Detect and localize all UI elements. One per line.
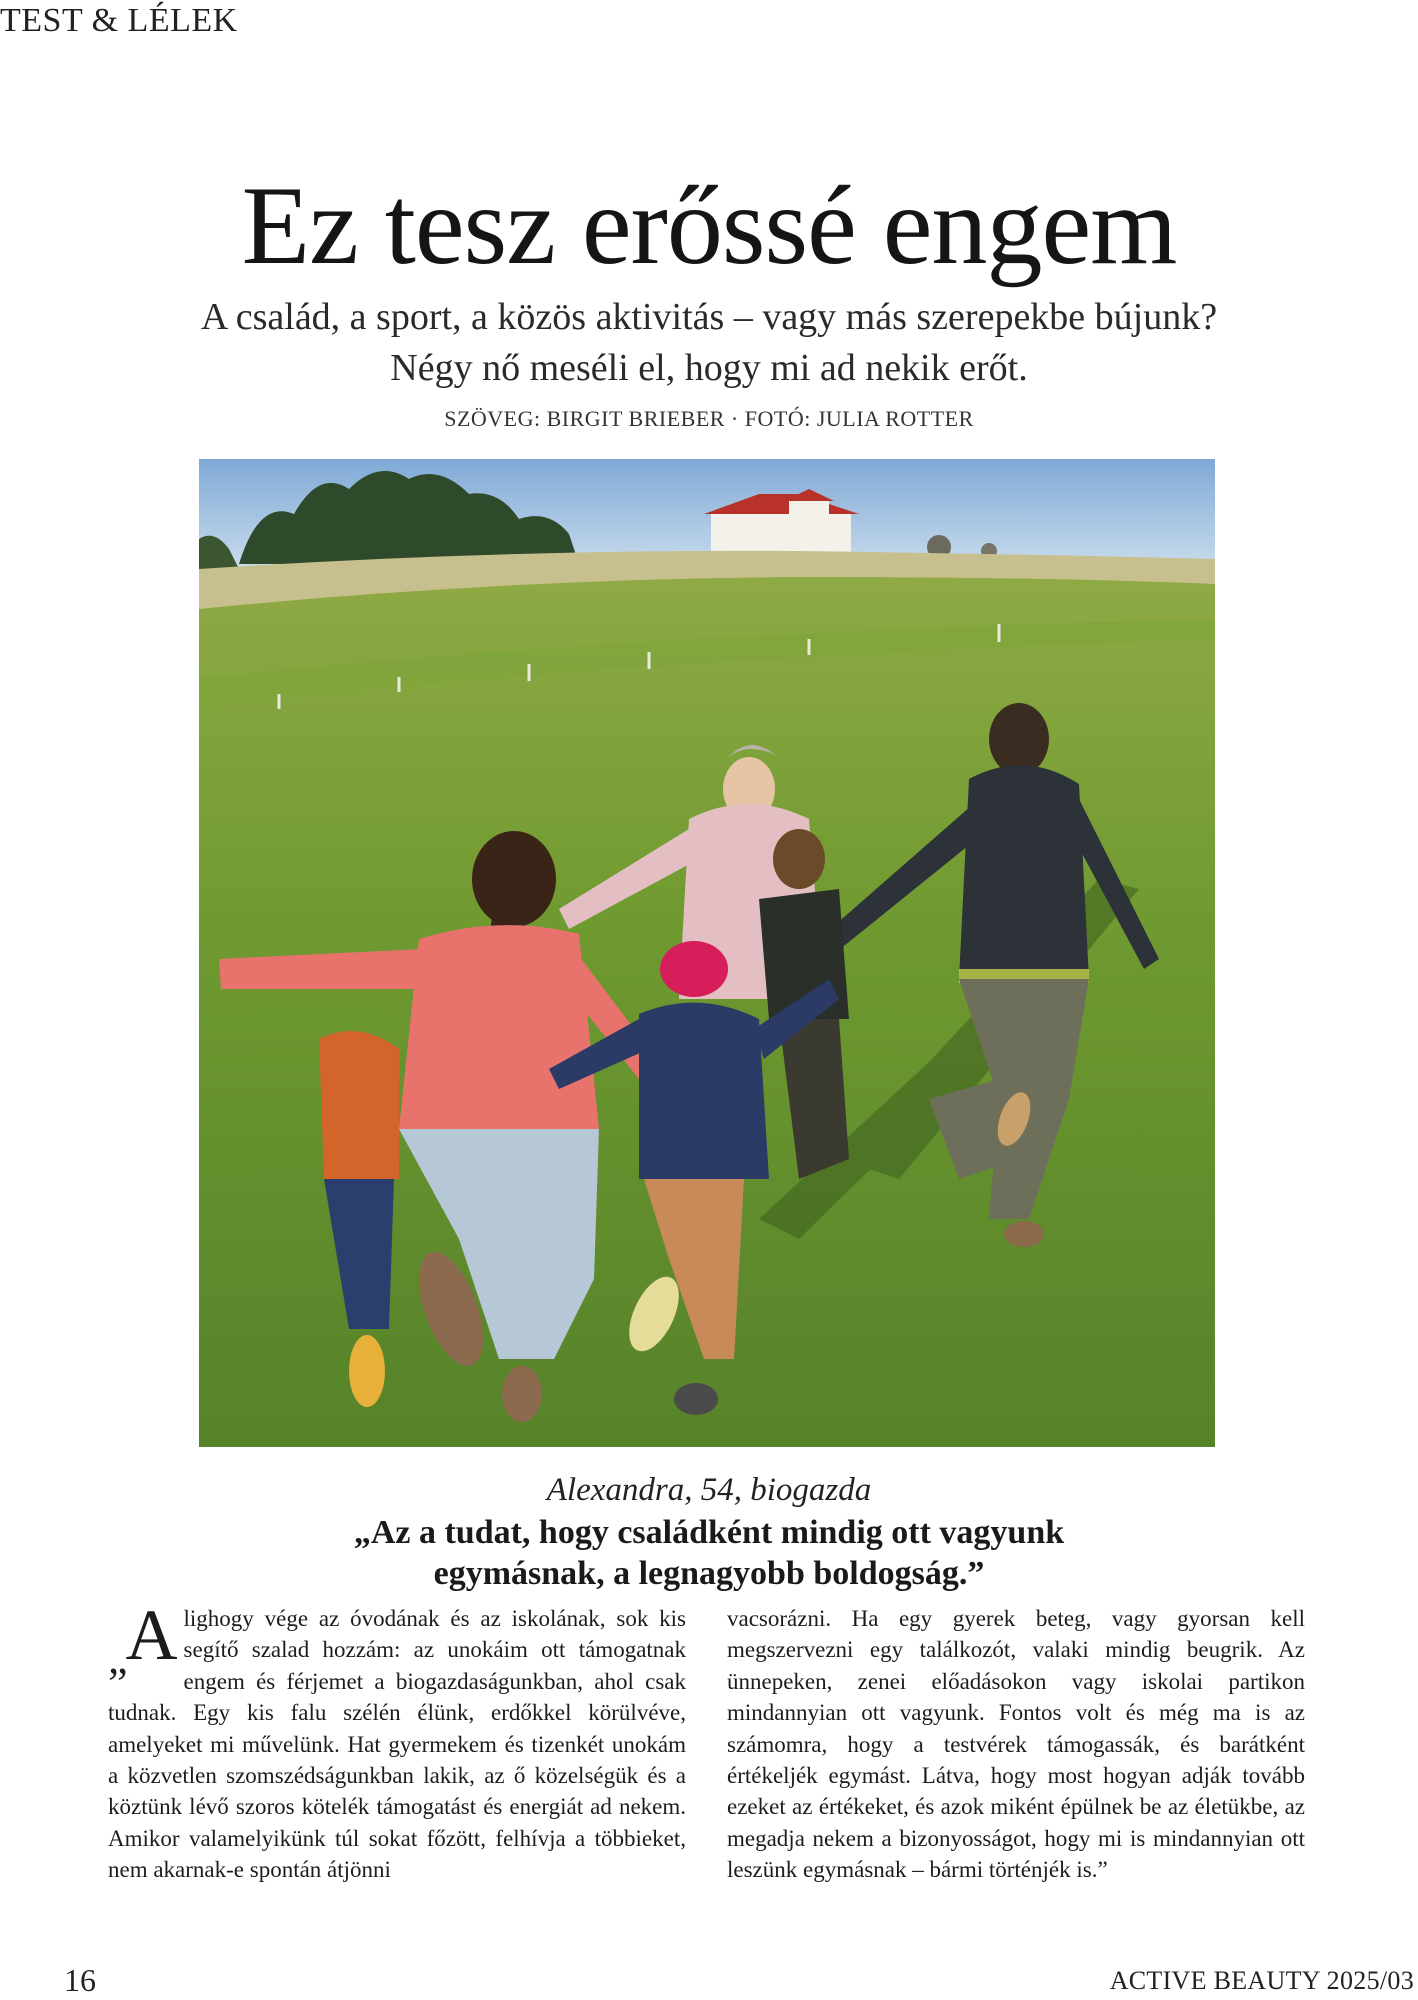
pull-quote-line-1: „Az a tudat, hogy családként mindig ott vagyunk <box>353 1514 1065 1551</box>
family-running-photo <box>199 459 1215 1447</box>
article-credits: SZÖVEG: BIRGIT BRIEBER · FOTÓ: JULIA ROTTER <box>444 406 974 431</box>
page-number: 16 <box>64 1962 96 1998</box>
pull-quote <box>200 1513 1218 1595</box>
photo-illustration <box>199 459 1215 1447</box>
photo-caption: Alexandra, 54, biogazda <box>546 1472 872 1508</box>
magazine-issue: ACTIVE BEAUTY 2025/03 <box>1109 1966 1414 1995</box>
lead-line-2: Négy nő meséli el, hogy mi ad nekik erőt. <box>390 347 1028 390</box>
body-column-right <box>727 1603 1305 1886</box>
drop-cap-letter: A <box>125 1595 178 1675</box>
pull-quote-line-2: egymásnak, a legnagyobb boldogság.” <box>433 1554 985 1592</box>
body-text-left: lighogy vége az óvodának és az iskolának, sok kis segítő szalad hozzám: az unokáim ott támogatnak engem és férjemet a biogazdaságunkban, ahol csak tudnak. Egy kis falu szélén élünk, erdőkkel körülvéve, amelyeket mi művelünk. Hat gyermekem és tizenkét unokám a közvetlen szomszédságunkban lakik, az ő közelségük és a köztünk lévő szoros kötelék támogatást és energiát ad nekem. Amikor valamelyikünk túl sokat főzött, felhívja a többieket, nem akarnak-e spontán átjönni <box>108 1606 686 1883</box>
section-label: TEST & LÉLEK <box>0 2 238 39</box>
body-text-right: vacsorázni. Ha egy gyerek beteg, vagy gyorsan kell megszervezni egy találkozót, valaki mindig beugrik. Az ünnepeken, zenei előadásokon vagy iskolai partikon mindannyian ott vagyunk. Fontos volt és még ma is az számomra, hogy a testvérek támogassák, és barátként értékeljék egymást. Látva, hogy most hogyan adják tovább ezeket az értékeket, és azok miként épülnek be az életükbe, az megadja nekem a bizonyosságot, hogy mi is mindannyian ott leszünk egymásnak – bármi történjék is.” <box>727 1606 1305 1883</box>
lead-line-1: A család, a sport, a közös aktivitás – vagy más szerepekbe bújunk? <box>200 296 1218 338</box>
article-lead <box>100 292 1318 395</box>
body-column-left <box>108 1595 686 1886</box>
article-title: Ez tesz erőssé engem <box>241 164 1177 288</box>
drop-cap <box>108 1595 178 1683</box>
drop-cap-quote: „ <box>108 1634 128 1683</box>
